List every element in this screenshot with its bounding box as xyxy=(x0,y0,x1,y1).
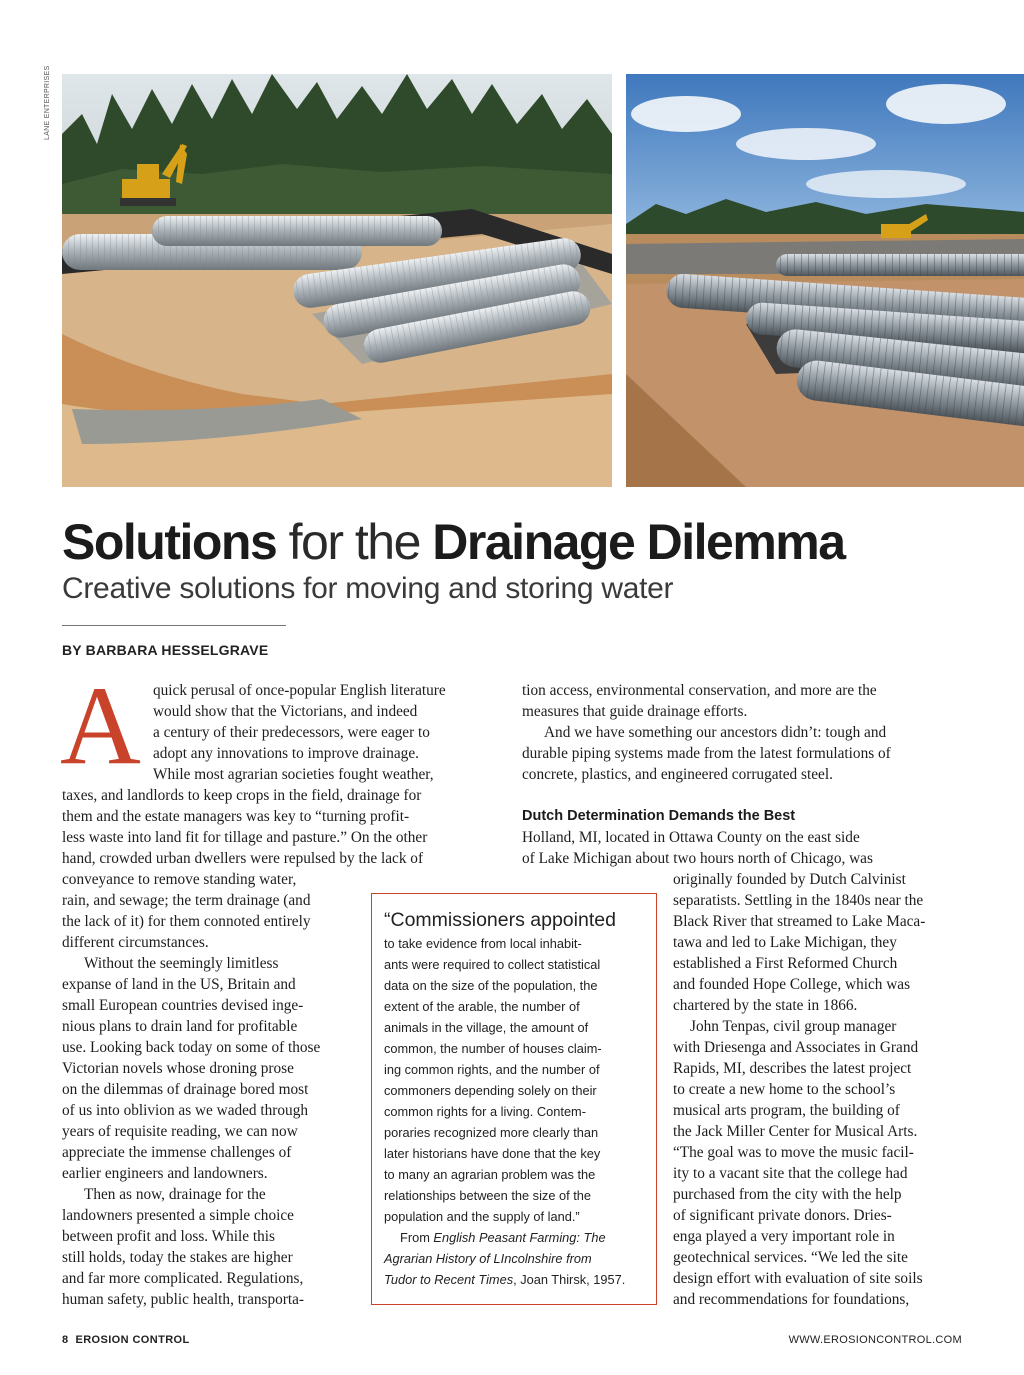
photo-right-pipe-field xyxy=(626,74,1024,487)
pull-quote-line: common, the number of houses claim- xyxy=(384,1041,602,1056)
text-line: and recommendations for foundations, xyxy=(673,1291,910,1308)
byline: BY BARBARA HESSELGRAVE xyxy=(62,642,269,658)
text-line: rain, and sewage; the term drainage (and xyxy=(62,892,311,909)
text-line: “The goal was to move the music facil- xyxy=(673,1144,914,1161)
pull-quote-line: poraries recognized more clearly than xyxy=(384,1125,599,1140)
photo-left-pipe-installation xyxy=(62,74,612,487)
source-suffix: , Joan Thirsk, 1957. xyxy=(513,1272,626,1287)
text-line: and far more complicated. Regulations, xyxy=(62,1270,304,1287)
headline-drainage-dilemma: Drainage Dilemma xyxy=(432,514,845,570)
text-line: between profit and loss. While this xyxy=(62,1228,275,1245)
pull-quote-line: ing common rights, and the number of xyxy=(384,1062,600,1077)
text-line: tion access, environmental conservation, and more are the xyxy=(522,682,877,699)
text-line: Rapids, MI, describes the latest project xyxy=(673,1060,912,1077)
text-line: chartered by the state in 1866. xyxy=(673,997,858,1014)
headline-for-the: for the xyxy=(276,514,433,570)
text-line: concrete, plastics, and engineered corrugated steel. xyxy=(522,766,833,783)
text-line: taxes, and landlords to keep crops in the field, drainage for xyxy=(62,787,422,804)
pull-quote-line: commoners depending solely on their xyxy=(384,1083,597,1098)
pull-quote-source xyxy=(400,1227,606,1248)
text-line: less waste into land fit for tillage and pasture.” On the other xyxy=(62,829,428,846)
pull-quote-line: ants were required to collect statistical xyxy=(384,957,601,972)
page-number: 8 xyxy=(62,1334,69,1346)
text-line: ity to a vacant site that the college had xyxy=(673,1165,908,1182)
text-line: purchased from the city with the help xyxy=(673,1186,902,1203)
pull-quote-line: data on the size of the population, the xyxy=(384,978,598,993)
text-line: to create a new home to the school’s xyxy=(673,1081,896,1098)
text-line: still holds, today the stakes are higher xyxy=(62,1249,293,1266)
text-line: Black River that streamed to Lake Maca- xyxy=(673,913,926,930)
text-line: the Jack Miller Center for Musical Arts. xyxy=(673,1123,918,1140)
pull-quote-line: relationships between the size of the xyxy=(384,1188,592,1203)
text-line: quick perusal of once-popular English literature xyxy=(153,682,446,699)
source-title: English Peasant Farming: The xyxy=(433,1230,606,1245)
text-line: human safety, public health, transporta- xyxy=(62,1291,304,1308)
headline-solutions: Solutions xyxy=(62,514,277,570)
text-line: use. Looking back today on some of those xyxy=(62,1039,321,1056)
text-line: Then as now, drainage for the xyxy=(84,1186,266,1203)
text-line: a century of their predecessors, were eager to xyxy=(153,724,430,741)
source-title: Agrarian History of LIncolnshire from xyxy=(384,1251,592,1266)
deck-subtitle: Creative solutions for moving and storing water xyxy=(62,572,674,605)
pull-quote-line: common rights for a living. Contem- xyxy=(384,1104,586,1119)
source-prefix: From xyxy=(400,1230,434,1245)
text-line: on the dilemmas of drainage bored most xyxy=(62,1081,309,1098)
magazine-name: EROSION CONTROL xyxy=(75,1334,190,1346)
drop-cap: A xyxy=(60,664,141,788)
text-line: durable piping systems made from the latest formulations of xyxy=(522,745,891,762)
text-line: nious plans to drain land for profitable xyxy=(62,1018,298,1035)
pull-quote-line: population and the supply of land.” xyxy=(384,1209,580,1224)
pull-quote-line: to take evidence from local inhabit- xyxy=(384,936,582,951)
headline xyxy=(62,508,1002,576)
text-line: Holland, MI, located in Ottawa County on the east side xyxy=(522,829,860,846)
text-line: measures that guide drainage efforts. xyxy=(522,703,748,720)
text-line: Without the seemingly limitless xyxy=(84,955,279,972)
text-line: would show that the Victorians, and indeed xyxy=(153,703,418,720)
text-line: enga played a very important role in xyxy=(673,1228,895,1245)
text-line: originally founded by Dutch Calvinist xyxy=(673,871,906,888)
text-line: conveyance to remove standing water, xyxy=(62,871,297,888)
text-line: of significant private donors. Dries- xyxy=(673,1207,892,1224)
text-line: tawa and led to Lake Michigan, they xyxy=(673,934,897,951)
text-line: separatists. Settling in the 1840s near the xyxy=(673,892,924,909)
text-line: geotechnical services. “We led the site xyxy=(673,1249,908,1266)
pull-quote-line: animals in the village, the amount of xyxy=(384,1020,589,1035)
photo-credit: LANE ENTERPRISES xyxy=(44,65,51,140)
source-title: Tudor to Recent Times xyxy=(384,1272,514,1287)
text-line: appreciate the immense challenges of xyxy=(62,1144,292,1161)
section-subhead: Dutch Determination Demands the Best xyxy=(522,808,796,824)
text-line: While most agrarian societies fought weather, xyxy=(153,766,434,783)
text-line: with Driesenga and Associates in Grand xyxy=(673,1039,919,1056)
text-line: And we have something our ancestors didn’t: tough and xyxy=(544,724,887,741)
text-line: musical arts program, the building of xyxy=(673,1102,900,1119)
pull-quote-line: to many an agrarian problem was the xyxy=(384,1167,596,1182)
text-line: design effort with evaluation of site soils xyxy=(673,1270,923,1287)
pull-quote-source xyxy=(384,1248,592,1269)
headline-rule xyxy=(62,625,286,626)
pull-quote-line: later historians have done that the key xyxy=(384,1146,601,1161)
text-line: different circumstances. xyxy=(62,934,209,951)
text-line: established a First Reformed Church xyxy=(673,955,898,972)
footer-page-label xyxy=(62,1333,190,1347)
text-line: Victorian novels whose droning prose xyxy=(62,1060,294,1077)
pull-quote-lead: “Commissioners appointed xyxy=(384,909,616,931)
text-line: hand, crowded urban dwellers were repulsed by the lack of xyxy=(62,850,424,867)
text-line: of Lake Michigan about two hours north of Chicago, was xyxy=(522,850,873,867)
text-line: the lack of it) for them connoted entirely xyxy=(62,913,311,930)
text-line: adopt any innovations to improve drainage. xyxy=(153,745,419,762)
pull-quote-source xyxy=(384,1269,625,1290)
text-line: small European countries devised inge- xyxy=(62,997,304,1014)
text-line: John Tenpas, civil group manager xyxy=(690,1018,897,1035)
text-line: expanse of land in the US, Britain and xyxy=(62,976,296,993)
pull-quote-line: extent of the arable, the number of xyxy=(384,999,580,1014)
text-line: them and the estate managers was key to “turning profit- xyxy=(62,808,410,825)
footer-url: WWW.EROSIONCONTROL.COM xyxy=(788,1334,962,1346)
text-line: landowners presented a simple choice xyxy=(62,1207,294,1224)
text-line: years of requisite reading, we can now xyxy=(62,1123,298,1140)
text-line: and founded Hope College, which was xyxy=(673,976,911,993)
text-line: earlier engineers and landowners. xyxy=(62,1165,268,1182)
text-line: of us into oblivion as we waded through xyxy=(62,1102,308,1119)
